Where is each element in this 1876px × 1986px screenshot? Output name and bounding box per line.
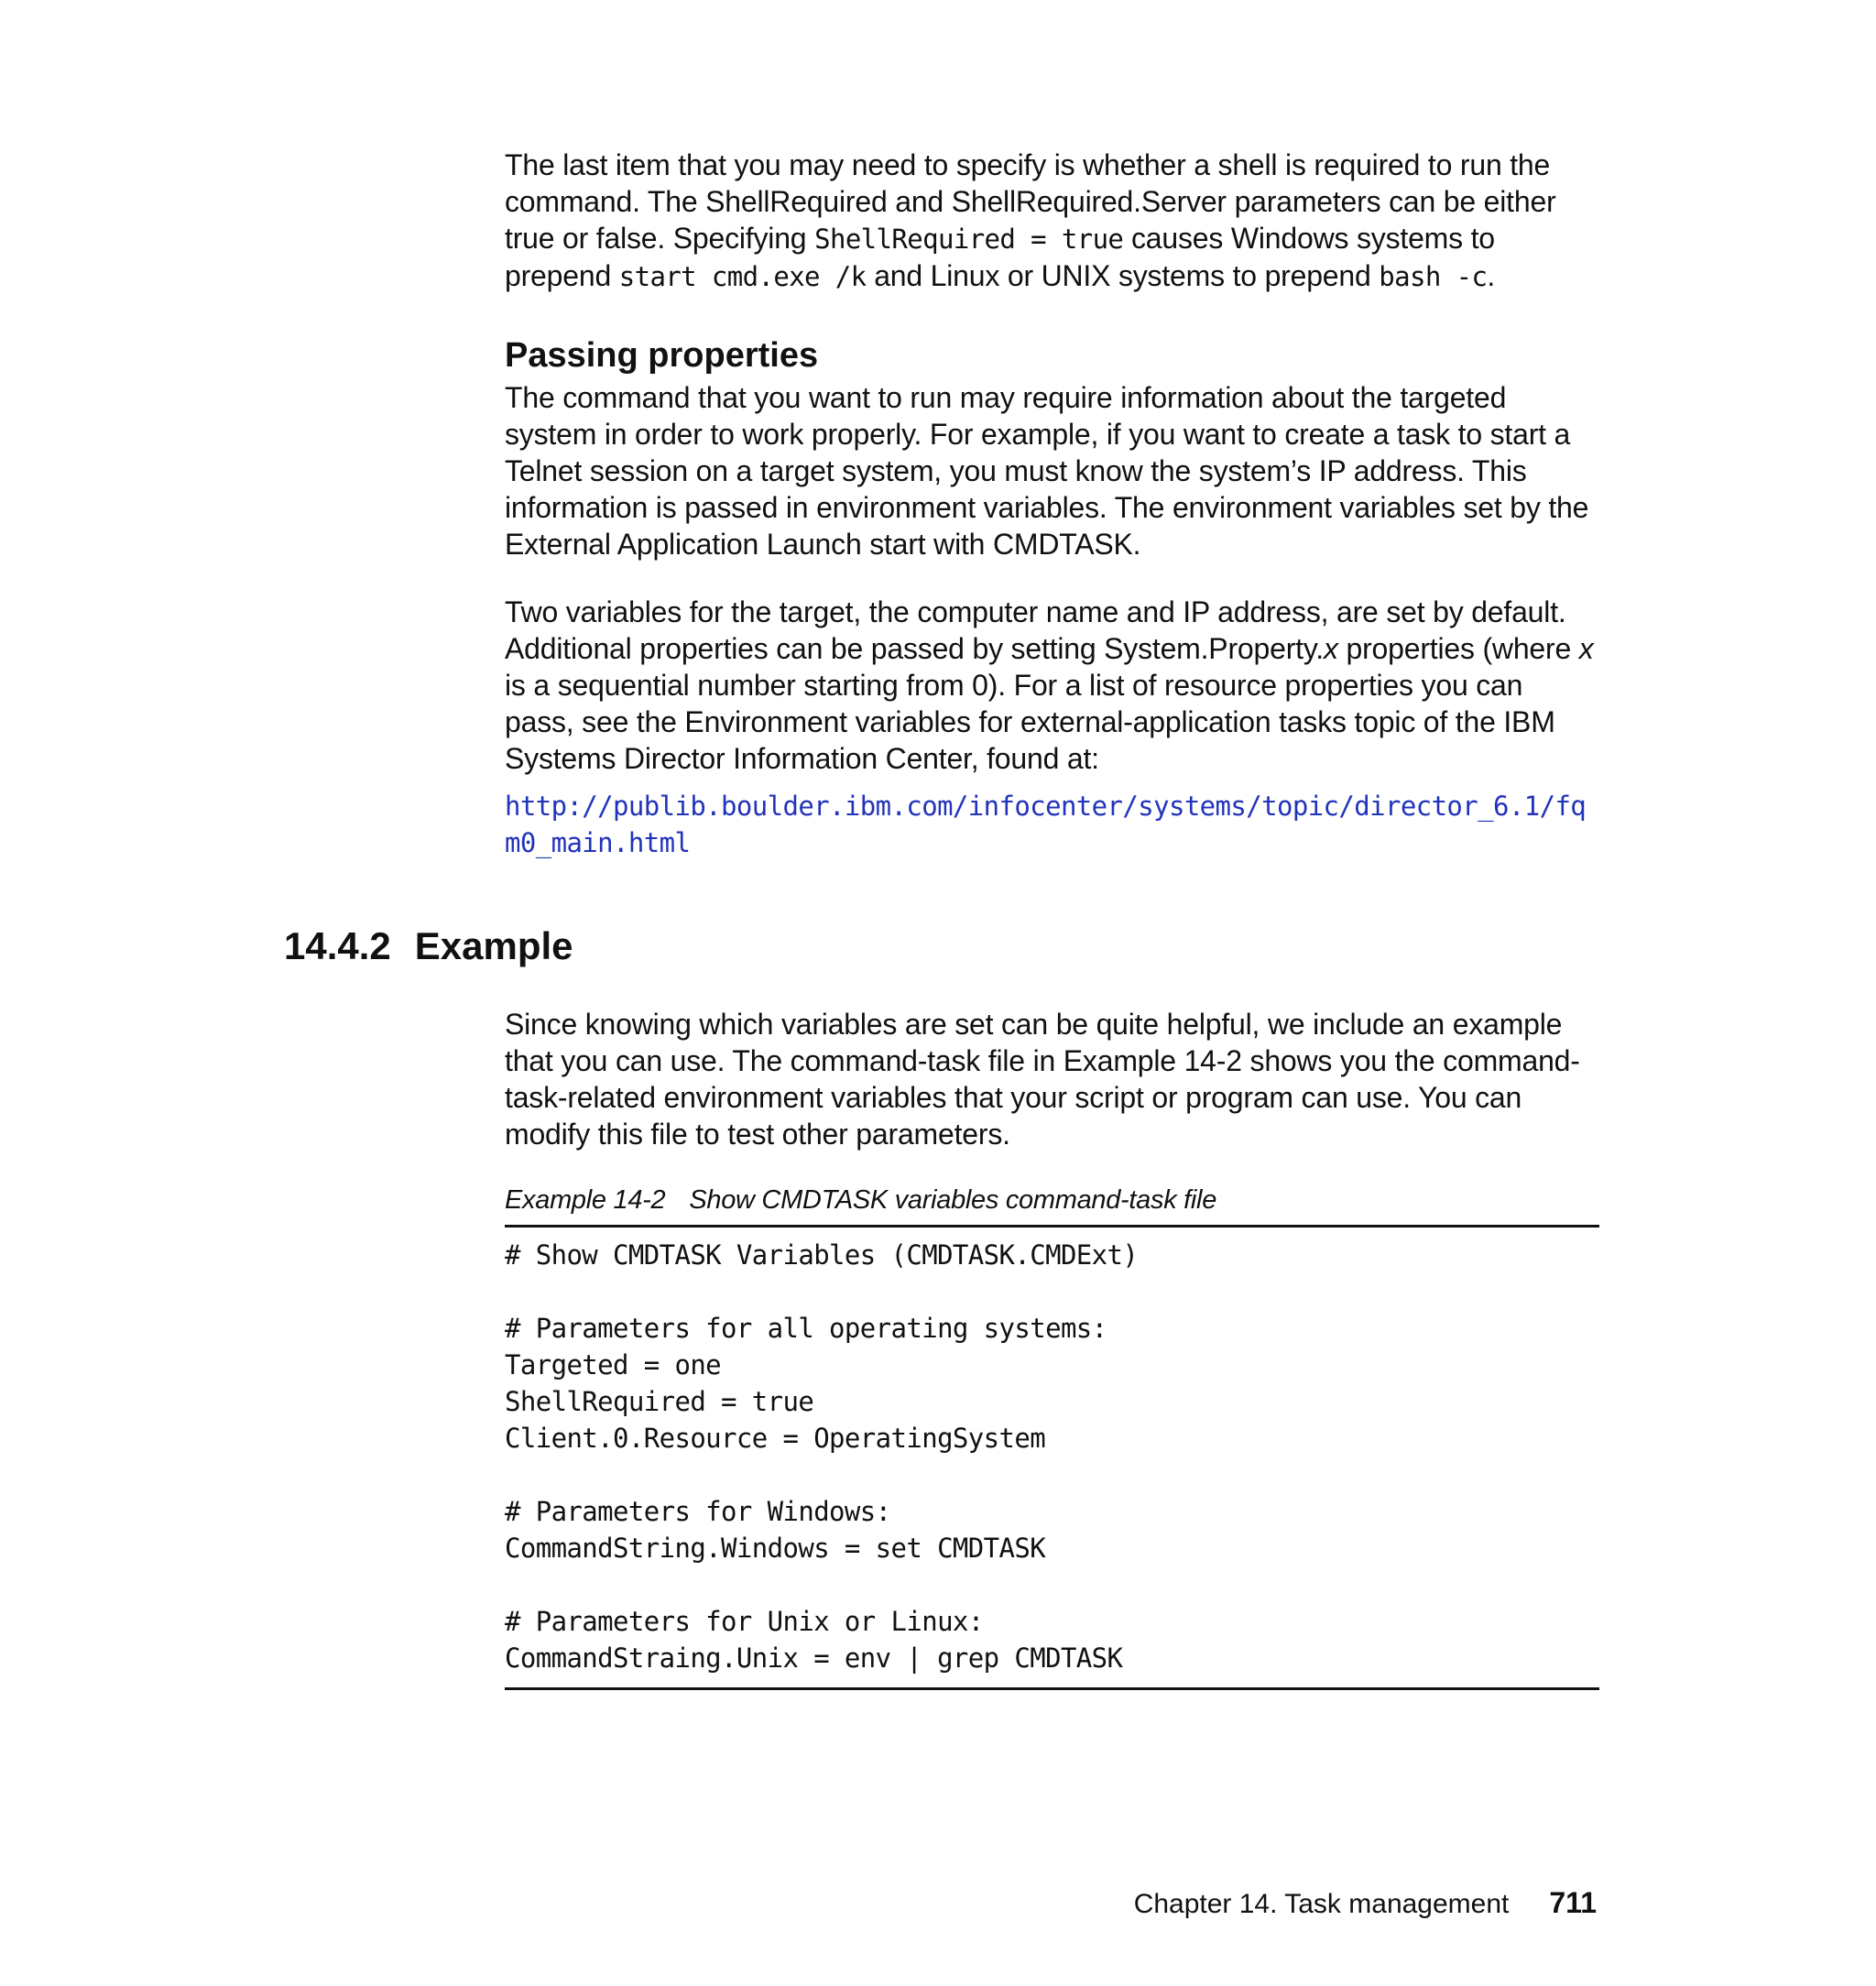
page-number: 711 (1549, 1886, 1597, 1919)
inline-code: bash -c (1379, 261, 1488, 292)
inline-code: start cmd.exe /k (618, 261, 867, 292)
inline-code: ShellRequired = true (814, 224, 1124, 255)
section-heading (284, 923, 573, 969)
page-footer (1134, 1884, 1597, 1923)
variable-x: x (1323, 632, 1338, 665)
footer-chapter: Chapter 14. Task management (1133, 1889, 1510, 1919)
text-run: properties (where (1337, 632, 1579, 665)
section-title: Example (414, 924, 573, 967)
passing-properties-heading: Passing properties (505, 336, 819, 375)
system-property-paragraph (505, 594, 1599, 777)
code-listing: # Show CMDTASK Variables (CMDTASK.CMDExt) # Parameters for all operating systems: Targeted = one ShellRequired = true Client.0.Resource = OperatingSystem # Parameters for Windows: CommandString.Windows = set CMDTASK # Parameters for Unix or Linux: CommandStraing.Unix = env | grep CMDTASK (505, 1239, 1139, 1674)
shell-paragraph-block (505, 147, 1599, 295)
section-number: 14.4.2 (284, 924, 391, 967)
text-run: is a sequential number starting from 0). For a list of resource properties you can pass, see the Environment variables for external-application tasks topic of the IBM Systems Director Information Center, found at: (505, 669, 1555, 775)
example-block (505, 1184, 1599, 1690)
bottom-rule (505, 1687, 1599, 1690)
variable-x: x (1578, 632, 1594, 665)
example-caption-title: Show CMDTASK variables command-task file (689, 1185, 1217, 1215)
passing-properties-paragraph: The command that you want to run may require information about the targeted system in order to work properly. For example, if you want to create a task to start a Telnet session on a target system, you must know the system’s IP address. This information is passed in environment variables. The environment variables set by the External Application Launch start with CMDTASK. (505, 381, 1589, 561)
text-run: . (1487, 259, 1496, 292)
example-caption (505, 1184, 1599, 1217)
passing-properties-section (505, 334, 1599, 861)
text-run: Two variables for the target, the computer name and IP address, are set by default. Additional properties can be passed by setting System.Property. (505, 595, 1566, 665)
shell-paragraph (505, 147, 1599, 295)
infocenter-link[interactable]: http://publib.boulder.ibm.com/infocenter/systems/topic/director_6.1/fqm0_main.html (505, 791, 1587, 858)
top-rule (505, 1225, 1599, 1228)
text-run: The last item that you may need to specify is whether a shell is required to run the command. The ShellRequired and ShellRequired.Server parameters can be either true or false. Specifying (505, 148, 1556, 255)
text-run: and Linux or UNIX systems to prepend (866, 259, 1380, 292)
example-caption-number: Example 14-2 (505, 1185, 666, 1215)
example-intro-block (505, 1006, 1599, 1152)
example-intro-paragraph: Since knowing which variables are set can be quite helpful, we include an example that you can use. The command-task file in Example 14-2 shows you the command-task-related environment variables that your script or program can use. You can modify this file to test other parameters. (505, 1008, 1580, 1151)
text-run: causes Windows systems to prepend (505, 222, 1495, 292)
